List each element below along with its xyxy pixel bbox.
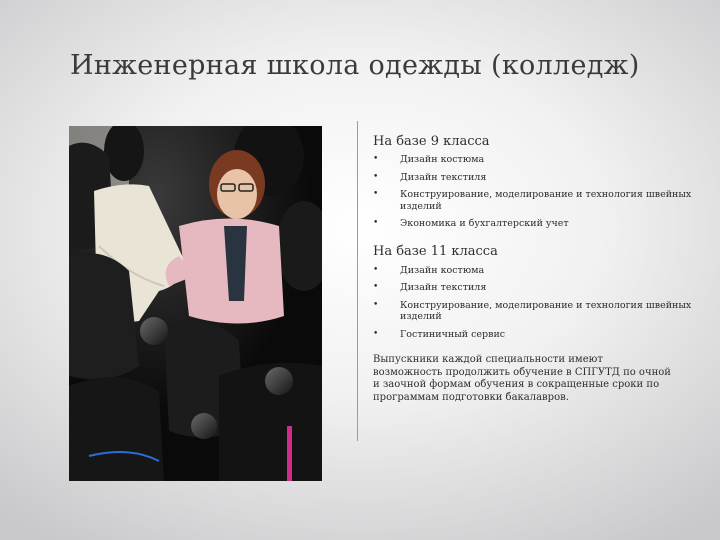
section-heading: На базе 11 класса xyxy=(373,243,498,259)
bullet-icon: • xyxy=(373,282,379,292)
bullet-icon: • xyxy=(373,299,379,310)
graduates-note: Выпускники каждой специальности имеют возможность продолжить обучение в СПГУТД по очной и заочной формам обучения в сокращенные сроки по программам подготовки бакалавров. xyxy=(373,354,671,403)
list-item xyxy=(373,265,693,277)
bullet-icon: • xyxy=(373,154,379,164)
list-item-text: Конструирование, моделирование и технология швейных изделий xyxy=(400,299,692,322)
list-item-text: Экономика и бухгалтерский учет xyxy=(400,218,569,229)
program-list xyxy=(373,265,693,341)
vertical-divider xyxy=(357,121,358,441)
list-item xyxy=(373,172,693,184)
content-panel xyxy=(373,133,693,404)
bullet-icon: • xyxy=(373,218,379,228)
list-item-text: Дизайн текстиля xyxy=(400,171,487,183)
list-item xyxy=(373,154,693,166)
list-item xyxy=(373,218,693,230)
bullet-icon: • xyxy=(373,171,379,182)
list-item-text: Дизайн текстиля xyxy=(400,282,487,293)
list-item-text: Гостиничный сервис xyxy=(400,328,506,340)
bullet-icon: • xyxy=(373,189,379,199)
section-heading: На базе 9 класса xyxy=(373,134,490,149)
list-item xyxy=(373,189,693,212)
photo-seamstress-with-mannequins xyxy=(69,126,322,481)
section-grade-9 xyxy=(373,133,693,230)
list-item xyxy=(373,282,693,294)
list-item-text: Дизайн костюма xyxy=(400,264,485,276)
section-grade-11 xyxy=(373,243,693,341)
list-item xyxy=(373,329,693,341)
list-item-text: Дизайн костюма xyxy=(400,154,485,165)
list-item xyxy=(373,300,693,323)
program-list xyxy=(373,154,693,230)
bullet-icon: • xyxy=(373,264,379,275)
slide-title: Инженерная школа одежды (колледж) xyxy=(70,50,640,81)
list-item-text: Конструирование, моделирование и технология швейных изделий xyxy=(400,189,692,212)
photo-icon xyxy=(69,126,322,481)
bullet-icon: • xyxy=(373,328,379,339)
